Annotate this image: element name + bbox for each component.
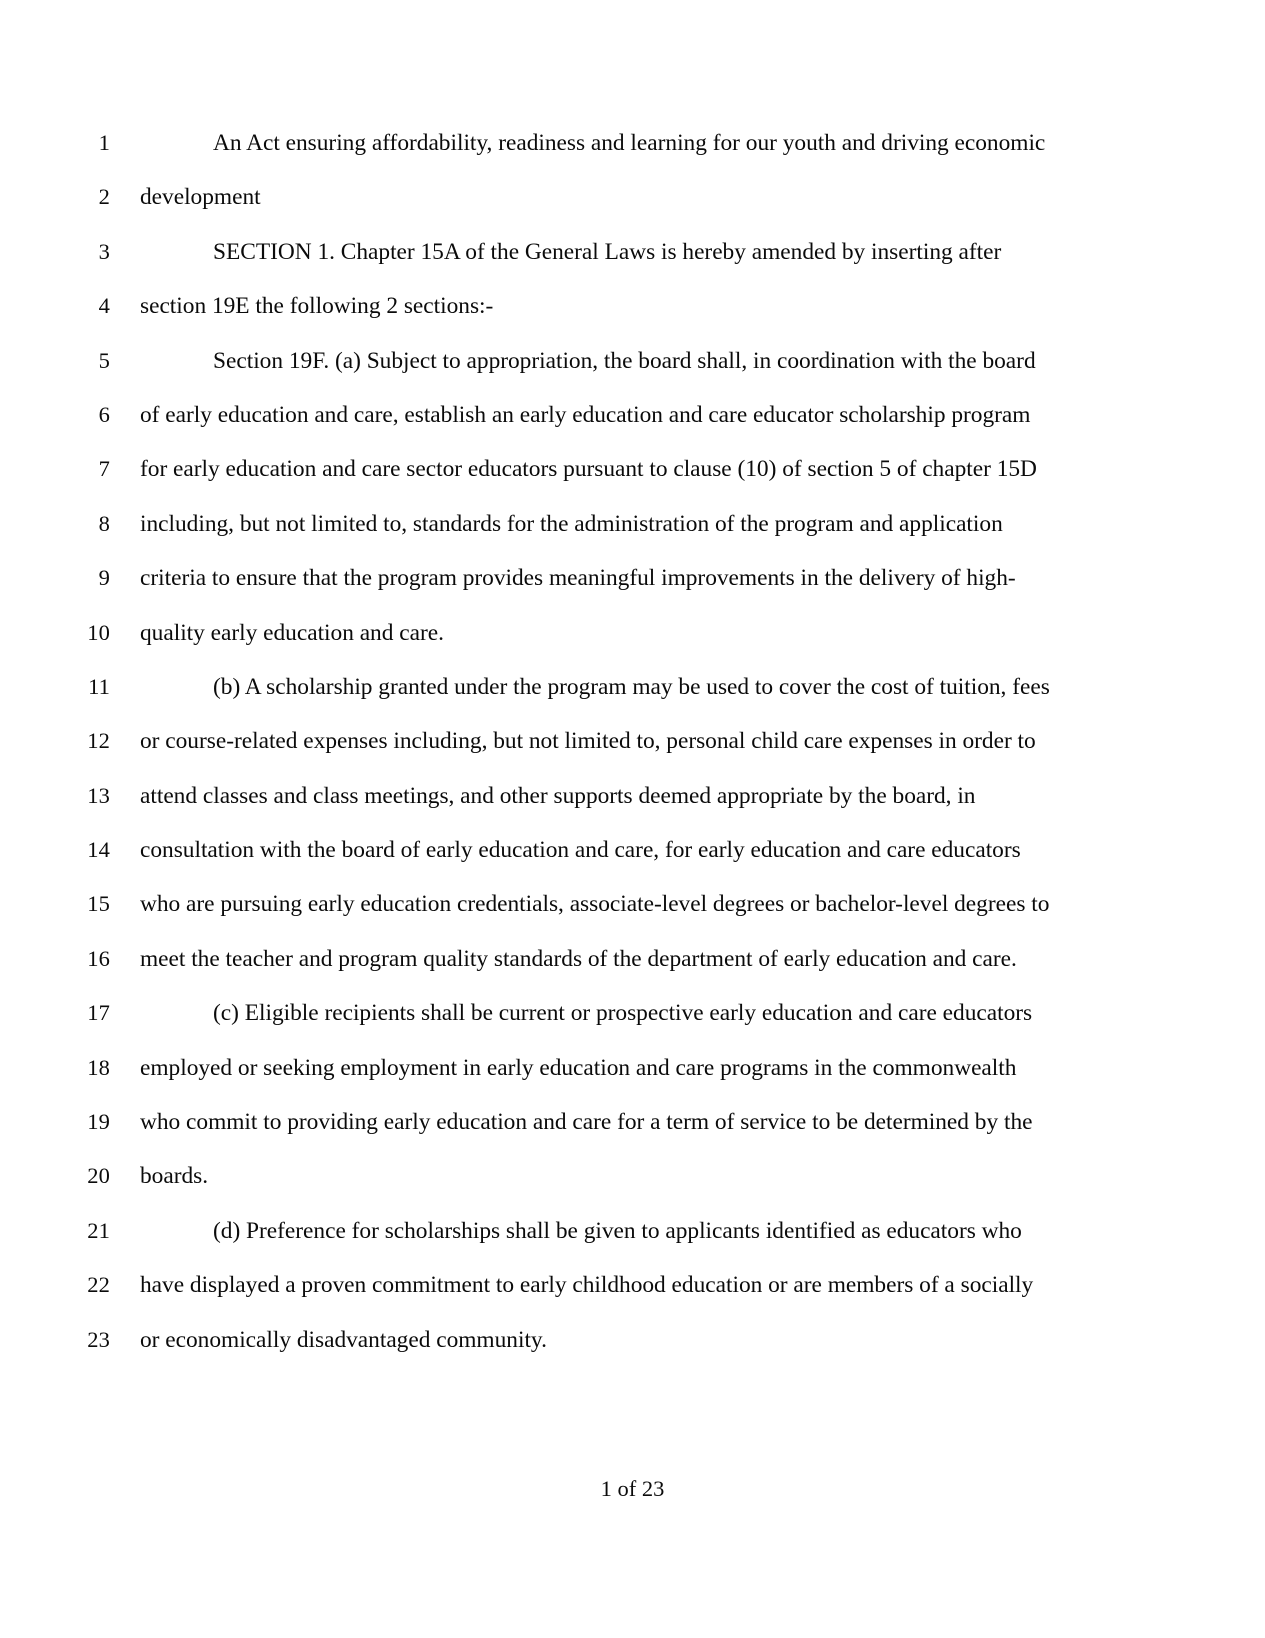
bill-line (0, 458, 1265, 512)
bill-line (0, 782, 1265, 839)
bill-line (0, 238, 1265, 295)
bill-line (0, 1274, 1265, 1328)
line-text: section 19E the following 2 sections:- (140, 293, 494, 320)
line-number: 7 (98, 456, 110, 482)
line-number: 8 (98, 510, 110, 536)
line-number: 16 (87, 945, 110, 971)
line-number: 2 (98, 184, 110, 210)
bill-text-body (0, 132, 1265, 1383)
bill-line (0, 1054, 1265, 1111)
bill-line (0, 347, 1265, 404)
line-text: An Act ensuring affordability, readiness and learning for our youth and driving economic (213, 130, 1046, 156)
bill-line (0, 673, 1265, 730)
line-text: criteria to ensure that the program provides meaningful improvements in the delivery of high- (140, 565, 1016, 592)
line-number: 17 (87, 1000, 110, 1026)
line-number: 5 (98, 347, 110, 373)
bill-line (0, 1111, 1265, 1165)
line-number: 3 (98, 238, 110, 264)
line-number: 10 (87, 619, 110, 645)
line-number: 14 (87, 837, 110, 863)
bill-line (0, 619, 1265, 676)
line-text: consultation with the board of early education and care, for early education and care educators (140, 837, 1021, 864)
line-number: 20 (87, 1163, 110, 1189)
bill-line (0, 295, 1265, 349)
line-text: (b) A scholarship granted under the program may be used to cover the cost of tuition, fees (213, 673, 1050, 700)
line-number: 18 (87, 1054, 110, 1080)
line-text: SECTION 1. Chapter 15A of the General Laws is hereby amended by inserting after (213, 238, 1002, 265)
line-text: for early education and care sector educators pursuant to clause (10) of section 5 of chapter 15D (140, 456, 1037, 483)
bill-line (0, 1217, 1265, 1274)
line-text: (d) Preference for scholarships shall be given to applicants identified as educators who (213, 1217, 1022, 1244)
bill-line (0, 1326, 1265, 1383)
page-footer: 1 of 23 (600, 1476, 665, 1501)
line-text: attend classes and class meetings, and other supports deemed appropriate by the board, in (140, 782, 976, 809)
bill-line (0, 567, 1265, 621)
line-number: 11 (88, 673, 110, 699)
line-text: employed or seeking employment in early education and care programs in the commonwealth (140, 1054, 1017, 1081)
line-number: 4 (98, 293, 110, 319)
line-text: have displayed a proven commitment to early childhood education or are members of a socially (140, 1272, 1034, 1299)
line-number: 19 (87, 1109, 110, 1135)
line-number: 12 (87, 728, 110, 754)
line-text: quality early education and care. (140, 619, 444, 646)
bill-line (0, 893, 1265, 947)
line-number: 23 (87, 1326, 110, 1352)
bill-line (0, 1165, 1265, 1219)
line-text: who commit to providing early education and care for a term of service to be determined by the (140, 1109, 1033, 1136)
line-text: or course-related expenses including, but not limited to, personal child care expenses in order to (140, 728, 1036, 755)
bill-line (0, 510, 1265, 567)
bill-line (0, 730, 1265, 784)
bill-line (0, 132, 1265, 186)
bill-line (0, 839, 1265, 893)
line-text: including, but not limited to, standards for the administration of the program and application (140, 510, 1003, 537)
line-text: or economically disadvantaged community. (140, 1326, 547, 1353)
line-text: Section 19F. (a) Subject to appropriation, the board shall, in coordination with the board (213, 347, 1036, 374)
bill-line (0, 945, 1265, 1002)
line-number: 9 (98, 565, 110, 591)
bill-line (0, 401, 1265, 458)
line-text: meet the teacher and program quality standards of the department of early education and care. (140, 945, 1017, 972)
line-text: (c) Eligible recipients shall be current or prospective early education and care educators (213, 1000, 1033, 1027)
line-text: development (140, 184, 261, 211)
line-text: boards. (140, 1163, 209, 1190)
line-number: 21 (87, 1217, 110, 1243)
line-number: 13 (87, 782, 110, 808)
line-text: who are pursuing early education credentials, associate-level degrees or bachelor-level degrees to (140, 891, 1050, 918)
line-text: of early education and care, establish an early education and care educator scholarship program (140, 401, 1031, 428)
bill-line (0, 1002, 1265, 1056)
line-number: 6 (98, 401, 110, 427)
line-number: 1 (98, 130, 110, 155)
line-number: 22 (87, 1272, 110, 1298)
bill-line (0, 186, 1265, 240)
line-number: 15 (87, 891, 110, 917)
